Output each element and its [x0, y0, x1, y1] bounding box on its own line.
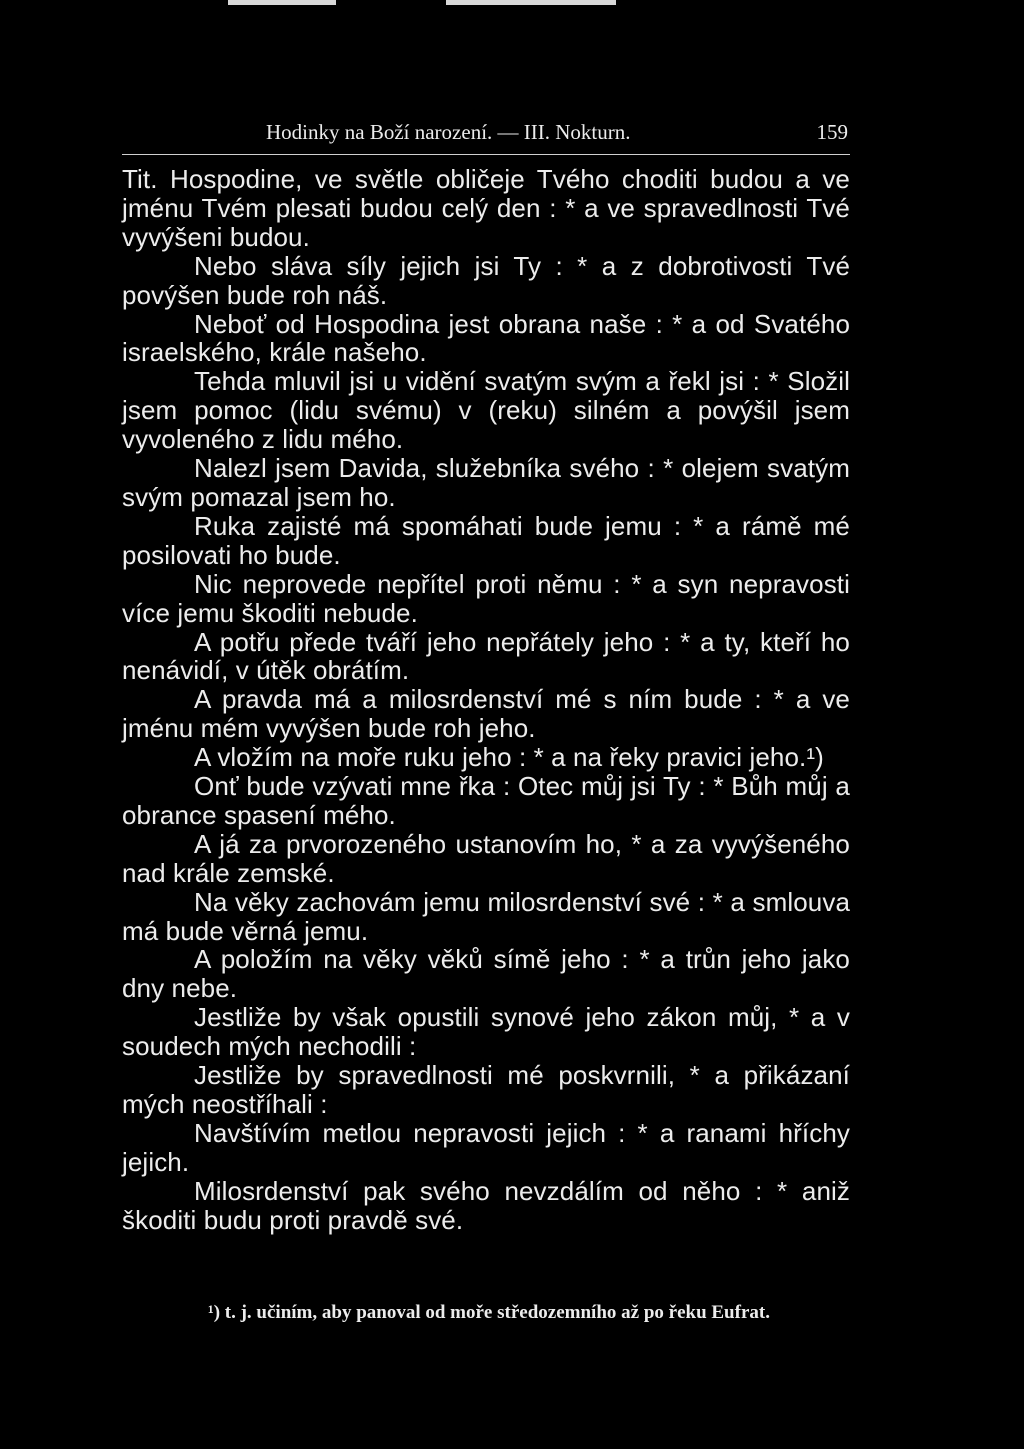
header-title: Hodinky na Boží narození. — III. Nokturn.: [266, 120, 631, 144]
footnote: ¹) t. j. učiním, aby panoval od moře středozemního až po řeku Eufrat.: [208, 1302, 770, 1323]
verse: Tit. Hospodine, ve světle obličeje Tvého choditi budou a ve jménu Tvém plesati budou celý den : * a ve spravedlnosti Tvé vyvýšeni budou.: [122, 164, 850, 252]
verse: Tehda mluvil jsi u vidění svatým svým a řekl jsi : * Složil jsem pomoc (lidu svému) v (reku) silném a povýšil jsem vyvoleného z lidu mého.: [122, 366, 850, 455]
verse: A položím na věky věků símě jeho : * a trůn jeho jako dny nebe.: [122, 944, 850, 1004]
verse: A já za prvorozeného ustanovím ho, * a za vyvýšeného nad krále zemské.: [122, 828, 850, 888]
verse: A pravda má a milosrdenství mé s ním bude : * a ve jménu mém vyvýšen bude roh jeho.: [122, 684, 850, 744]
scan-edge-mark: [228, 0, 336, 5]
scan-edge-mark: [446, 0, 616, 5]
verse: A potřu přede tváří jeho nepřátely jeho : * a ty, kteří ho nenávidí, v útěk obrátím.: [122, 626, 850, 686]
verse: Onť bude vzývati mne řka : Otec můj jsi Ty : * Bůh můj a obrance spasení mého.: [122, 771, 850, 830]
verse: Nalezl jsem Davida, služebníka svého : * olejem svatým svým pomazal jsem ho.: [122, 453, 850, 512]
page-number: 159: [816, 120, 848, 144]
verse: Ruka zajisté má spomáhati bude jemu : * a rámě mé posilovati ho bude.: [122, 510, 850, 570]
verse: Milosrdenství pak svého nevzdálím od něho : * aniž škoditi budu proti pravdě své.: [122, 1175, 850, 1235]
verse: Nebo sláva síly jejich jsi Ty : * a z dobrotivosti Tvé povýšen bude roh náš.: [122, 250, 850, 310]
running-header: [122, 118, 850, 155]
verse: A vložím na moře ruku jeho : * a na řeky pravici jeho.¹): [194, 742, 824, 773]
verse: Nic neprovede nepřítel proti němu : * a syn nepravosti více jemu škoditi nebude.: [122, 568, 850, 628]
verse: Jestliže by však opustili synové jeho zákon můj, * a v soudech mých nechodili :: [122, 1002, 850, 1062]
verse: Navštívím metlou nepravosti jejich : * a ranami hříchy jejich.: [122, 1117, 850, 1177]
verse: Jestliže by spravedlnosti mé poskvrnili, * a přikázaní mých neostříhali :: [122, 1060, 850, 1119]
psalm-text: [122, 165, 850, 1235]
verse: Na věky zachovám jemu milosrdenství své : * a smlouva má bude věrná jemu.: [122, 886, 850, 946]
verse: Neboť od Hospodina jest obrana naše : * a od Svatého israelského, krále našeho.: [122, 308, 850, 368]
